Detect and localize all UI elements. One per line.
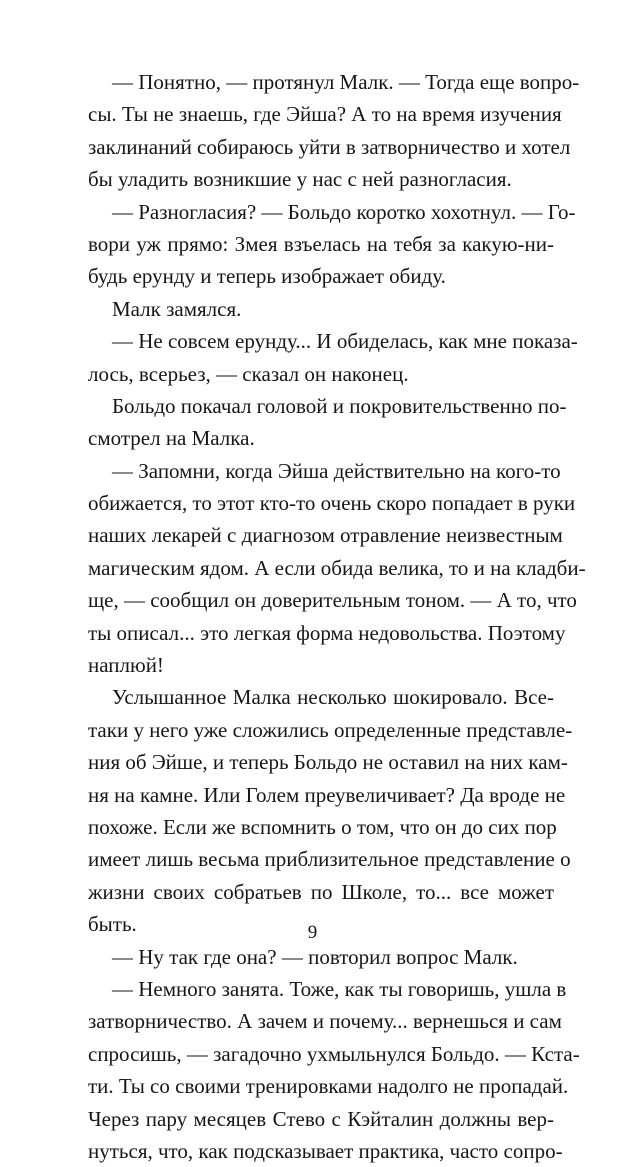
text-line: — Понятно, — протянул Малк. — Тогда еще вопро-: [112, 70, 580, 94]
text-line: лось, всерьез, — сказал он наконец.: [88, 361, 409, 386]
text-line: бы уладить возникшие у нас с ней разногласия.: [88, 167, 512, 192]
text-line: — Немного занята. Тоже, как ты говоришь, ушла в: [112, 976, 567, 1001]
text-line: — Запомни, когда Эйша действительно на кого-то: [112, 458, 561, 483]
text-line: похоже. Если же вспомнить о том, что он до сих пор: [88, 814, 557, 839]
text-line: ния об Эйше, и теперь Больдо не оставил на них кам-: [88, 750, 568, 775]
text-line: магическим ядом. А если обида велика, то и на кладби-: [88, 555, 586, 580]
text-line: наплюй!: [88, 653, 164, 678]
text-line: жизни своих собратьев по Школе, то... все может: [88, 879, 554, 904]
text-line: — Не совсем ерунду... И обиделась, как мне показа-: [112, 329, 578, 354]
text-line: обижается, то этот кто-то очень скоро попадает в руки: [88, 491, 576, 516]
text-line: Услышанное Малка несколько шокировало. Все-: [112, 685, 554, 710]
text-line: — Ну так где она? — повторил вопрос Малк.: [112, 944, 518, 969]
text-line: затворничество. А зачем и почему... вернешься и сам: [88, 1009, 562, 1034]
text-line: Малк замялся.: [112, 296, 242, 321]
text-line: смотрел на Малка.: [88, 426, 255, 451]
text-line: ты описал... это легкая форма недовольства. Поэтому: [88, 620, 566, 645]
text-line: наших лекарей с диагнозом отравление неизвестным: [88, 523, 563, 548]
text-line: сы. Ты не знаешь, где Эйша? А то на время изучения: [88, 102, 562, 127]
text-line: имеет лишь весьма приблизительное представление о: [88, 847, 571, 872]
text-line: будь ерунду и теперь изображает обиду.: [88, 264, 446, 289]
text-line: вори уж прямо: Змея взъелась на тебя за какую-ни-: [88, 231, 554, 256]
text-line: ти. Ты со своими тренировками надолго не пропадай.: [88, 1074, 569, 1099]
text-line: нуться, что, как подсказывает практика, часто сопро-: [88, 1138, 563, 1163]
text-line: — Разногласия? — Больдо коротко хохотнул. — Го-: [112, 199, 576, 224]
text-line: спросишь, — загадочно ухмыльнулся Больдо. — Кста-: [88, 1041, 580, 1066]
book-page-text: [88, 66, 586, 1167]
text-line: ще, — сообщил он доверительным тоном. — А то, что: [88, 588, 577, 613]
text-line: быть.: [88, 912, 137, 937]
text-line: Больдо покачал головой и покровительственно по-: [112, 393, 567, 418]
text-line: заклинаний собираюсь уйти в затворничество и хотел: [88, 134, 571, 159]
text-line: Через пару месяцев Стево с Кэйталин должны вер-: [88, 1106, 554, 1131]
page-number: 9: [307, 922, 318, 943]
text-line: таки у него уже сложились определенные представле-: [88, 717, 573, 742]
text-line: ня на камне. Или Голем преувеличивает? Да вроде не: [88, 782, 566, 807]
